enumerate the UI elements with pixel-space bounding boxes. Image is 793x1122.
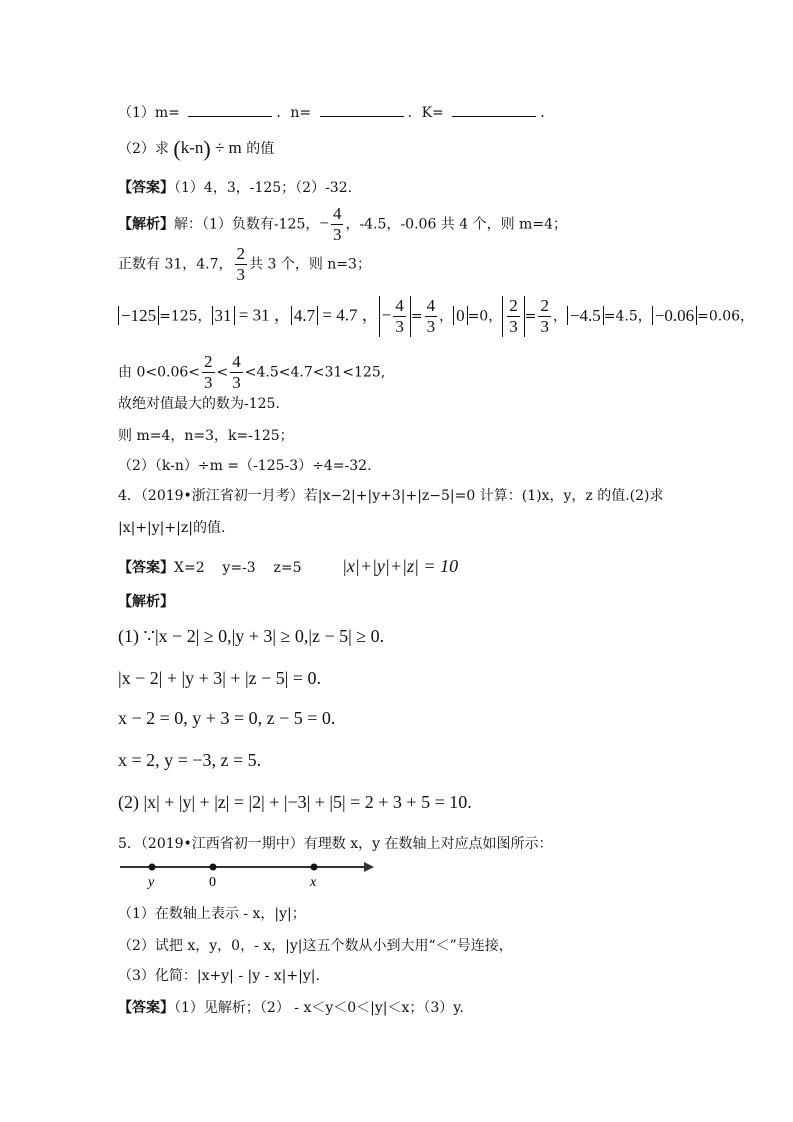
abs-neg-4-5-val: =4.5， bbox=[603, 308, 652, 325]
frac-num: 4 bbox=[395, 296, 404, 315]
point-zero bbox=[210, 864, 217, 871]
q3-part1-end: ． bbox=[540, 105, 555, 121]
answer-tag: 【答案】 bbox=[118, 1000, 174, 1016]
q3-part2-kn: k-n bbox=[180, 138, 204, 157]
q4-stem: 4．（2019•浙江省初一月考）若|x−2|+|y+3|+|z−5|=0 计算：(1)x，y，z 的值.(2)求 bbox=[118, 488, 664, 504]
fraction-2-3 bbox=[235, 244, 248, 285]
q3-part2-div: ÷ bbox=[214, 138, 225, 157]
frac-4-3 bbox=[393, 296, 406, 337]
frac-num: 2 bbox=[204, 352, 213, 371]
frac-num: 4 bbox=[426, 296, 436, 315]
abs-neg-0-06-val: =0.06， bbox=[697, 308, 755, 325]
frac-num: 2 bbox=[540, 296, 549, 315]
point-y bbox=[149, 864, 156, 871]
abs-neg125: −125 bbox=[118, 306, 159, 325]
q3-result: 则 m=4，n=3，k=-125； bbox=[118, 428, 294, 444]
q4-step2: |x − 2| + |y + 3| + |z − 5| = 0. bbox=[118, 668, 322, 688]
abs-4-7-val: = 4.7 ， bbox=[318, 305, 379, 325]
q4-step5: (2) |x| + |y| + |z| = |2| + |−3| + |5| = 2 + 3 + 5 = 10. bbox=[118, 792, 472, 812]
q3-pos-intro: 正数有 31，4.7， bbox=[118, 256, 233, 273]
sep: ， bbox=[439, 308, 454, 325]
blank-n bbox=[320, 102, 404, 117]
q3-positives-line bbox=[118, 244, 371, 285]
abs-31-val: = 31 ， bbox=[234, 305, 291, 325]
label-y: y bbox=[148, 875, 155, 890]
q5-part3: （3）化简：|x+y| - |y - x|+|y|. bbox=[118, 968, 320, 984]
q3-part2-line bbox=[118, 136, 275, 162]
neg-sign: − bbox=[319, 213, 329, 233]
fraction-4-3 bbox=[331, 204, 344, 245]
answer-tag: 【答案】 bbox=[118, 180, 174, 196]
frac-den: 3 bbox=[540, 317, 549, 336]
frac-2-3-compare bbox=[202, 352, 215, 393]
q4-step4: x = 2, y = −3, z = 5. bbox=[118, 750, 262, 770]
q3-part1-n-label: ．n= bbox=[276, 105, 312, 121]
compare-rest: <4.5<4.7<31<125, bbox=[244, 364, 386, 381]
q3-part1-k-label: ．K= bbox=[407, 105, 444, 121]
q4-answer-text: X=2 y=-3 z=5 bbox=[174, 560, 302, 576]
q4-answer-expr: |x|+|y|+|z| = 10 bbox=[341, 556, 459, 576]
frac-2-3-result bbox=[538, 296, 551, 337]
q3-abs-values-line bbox=[118, 296, 754, 337]
q3-analysis-line bbox=[118, 204, 567, 245]
q3-max-abs: 故绝对值最大的数为-125. bbox=[118, 396, 280, 412]
compare-prefix: 由 0<0.06< bbox=[118, 364, 200, 381]
neg-sign: − bbox=[381, 305, 392, 325]
abs-neg-4-3 bbox=[379, 296, 411, 337]
abs-0-val: =0， bbox=[467, 308, 503, 325]
abs-neg-4-5: −4.5 bbox=[567, 306, 604, 325]
q4-step3: x − 2 = 0, y + 3 = 0, z − 5 = 0. bbox=[118, 708, 336, 728]
q4-answer-line bbox=[118, 556, 458, 578]
abs-neg125-val: =125， bbox=[159, 308, 212, 325]
q3-part1-line bbox=[118, 102, 554, 123]
frac-den: 3 bbox=[426, 317, 436, 336]
q4-stem-2: |x|+|y|+|z|的值. bbox=[118, 520, 226, 536]
frac-den: 3 bbox=[509, 317, 518, 336]
frac-den: 3 bbox=[395, 317, 404, 336]
q3-analysis-intro: 解：（1）负数有-125， bbox=[174, 216, 320, 233]
q3-part2-suffix: 的值 bbox=[246, 141, 275, 157]
frac-2-3 bbox=[507, 296, 520, 337]
q5-answer-line bbox=[118, 998, 464, 1018]
sep: ， bbox=[552, 308, 567, 325]
frac-num: 2 bbox=[509, 296, 518, 315]
q3-part2-solution: （2）（k-n）÷m =（-125-3）÷4=-32. bbox=[118, 458, 372, 474]
answer-tag: 【答案】 bbox=[118, 560, 174, 576]
q3-part2-m: m bbox=[228, 138, 242, 157]
q5-stem: 5．（2019•江西省初一期中）有理数 x，y 在数轴上对应点如图所示： bbox=[118, 836, 553, 852]
abs-4-7: 4.7 bbox=[291, 306, 318, 325]
frac-den: 3 bbox=[232, 373, 241, 392]
q5-answer-text: （1）见解析；（2） - x＜y＜0＜|y|＜x；（3）y. bbox=[174, 1000, 464, 1016]
q3-part2-prefix: （2）求 bbox=[118, 141, 169, 157]
arrow-right-icon bbox=[364, 862, 374, 872]
point-x bbox=[311, 864, 318, 871]
q3-part2-expression: (k-n) ÷ m bbox=[173, 136, 242, 162]
frac-den: 3 bbox=[236, 265, 246, 284]
q3-compare-line bbox=[118, 352, 385, 393]
q3-answer-line bbox=[118, 178, 352, 198]
abs-31: 31 bbox=[212, 306, 235, 325]
blank-k bbox=[452, 102, 536, 117]
q4-step1: (1) ∵|x − 2| ≥ 0,|y + 3| ≥ 0,|z − 5| ≥ 0. bbox=[118, 626, 385, 646]
compare-lt: < bbox=[216, 364, 229, 381]
q4-analysis-tag: 【解析】 bbox=[118, 594, 174, 610]
label-zero: 0 bbox=[209, 875, 216, 890]
equals: = bbox=[410, 308, 423, 325]
q3-analysis-neg-rest: ，-4.5，-0.06 共 4 个，则 m=4； bbox=[345, 216, 567, 233]
abs-2-3 bbox=[502, 296, 525, 337]
frac-num: 2 bbox=[236, 244, 246, 263]
q3-part1-label: （1）m= bbox=[118, 105, 180, 121]
q5-part1: （1）在数轴上表示 - x，|y|； bbox=[118, 906, 306, 922]
frac-den: 3 bbox=[332, 225, 342, 244]
number-line-figure bbox=[118, 856, 378, 892]
frac-den: 3 bbox=[204, 373, 213, 392]
blank-m bbox=[188, 102, 272, 117]
abs-0: 0 bbox=[453, 306, 468, 325]
frac-num: 4 bbox=[332, 204, 342, 223]
q5-part2: （2）试把 x，y，0，- x，|y|这五个数从小到大用“＜”号连接， bbox=[118, 938, 513, 954]
equals: = bbox=[524, 308, 537, 325]
analysis-tag: 【解析】 bbox=[118, 216, 174, 233]
q3-answer-text: （1）4，3，-125；（2）-32. bbox=[174, 180, 353, 196]
abs-neg-0-06: −0.06 bbox=[652, 306, 697, 325]
frac-num: 4 bbox=[232, 352, 241, 371]
label-x: x bbox=[310, 875, 317, 890]
frac-4-3-compare bbox=[230, 352, 243, 393]
q3-pos-rest: 共 3 个，则 n=3； bbox=[249, 256, 371, 273]
frac-4-3-result bbox=[425, 296, 438, 337]
